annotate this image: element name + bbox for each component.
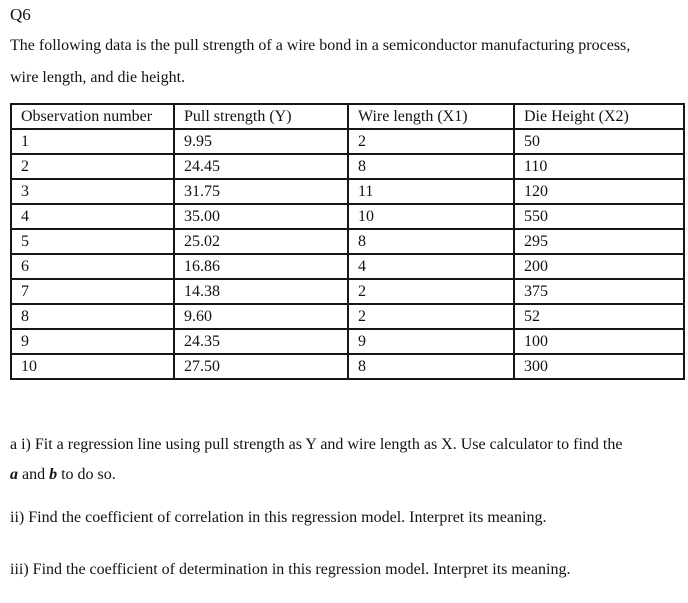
data-table (10, 103, 685, 380)
table-row (11, 154, 684, 179)
table-cell: 8 (11, 304, 174, 329)
table-cell: 2 (11, 154, 174, 179)
variable-a: a (10, 466, 18, 483)
table-cell: 110 (514, 154, 684, 179)
table-cell: 5 (11, 229, 174, 254)
table-header-row (11, 104, 684, 129)
table-cell: 2 (348, 129, 514, 154)
table-cell: 550 (514, 204, 684, 229)
table-cell: 9 (348, 329, 514, 354)
question-a (10, 430, 680, 490)
table-cell: 8 (348, 354, 514, 379)
intro-line-2: wire length, and die height. (10, 69, 186, 86)
table-cell: 27.50 (174, 354, 348, 379)
table-cell: 7 (11, 279, 174, 304)
table-cell: 52 (514, 304, 684, 329)
intro-line-1: The following data is the pull strength of a wire bond in a semiconductor manufacturing process, (10, 37, 631, 54)
table-cell: 9 (11, 329, 174, 354)
table-cell: 9.95 (174, 129, 348, 154)
table-cell: 120 (514, 179, 684, 204)
table-cell: 4 (348, 254, 514, 279)
table-row (11, 354, 684, 379)
variable-b: b (49, 466, 58, 483)
table-row (11, 329, 684, 354)
table-cell: 8 (348, 154, 514, 179)
col-header-wire-length: Wire length (X1) (348, 104, 514, 129)
table-cell: 200 (514, 254, 684, 279)
table-cell: 8 (348, 229, 514, 254)
table-row (11, 254, 684, 279)
table-cell: 24.35 (174, 329, 348, 354)
question-a-line-2 (10, 460, 680, 490)
intro-paragraph (10, 30, 680, 94)
table-cell: 10 (11, 354, 174, 379)
question-number: Q6 (10, 5, 31, 24)
table-row (11, 229, 684, 254)
table-row (11, 304, 684, 329)
col-header-observation-number: Observation number (11, 104, 174, 129)
table-cell: 25.02 (174, 229, 348, 254)
table-row (11, 204, 684, 229)
table-cell: 2 (348, 279, 514, 304)
table-cell: 2 (348, 304, 514, 329)
table-cell: 300 (514, 354, 684, 379)
table-cell: 24.45 (174, 154, 348, 179)
table-row (11, 279, 684, 304)
question-a-mid-text: and (18, 466, 50, 483)
table-cell: 31.75 (174, 179, 348, 204)
question-a-end-text: to do so. (57, 466, 116, 483)
table-cell: 1 (11, 129, 174, 154)
table-cell: 375 (514, 279, 684, 304)
table-cell: 295 (514, 229, 684, 254)
table-cell: 3 (11, 179, 174, 204)
table-row (11, 129, 684, 154)
col-header-die-height: Die Height (X2) (514, 104, 684, 129)
table-row (11, 179, 684, 204)
question-a-line-1: a i) Fit a regression line using pull strength as Y and wire length as X. Use calculator to find the (10, 436, 623, 453)
question-ii: ii) Find the coefficient of correlation in this regression model. Interpret its meaning. (10, 509, 547, 526)
table-cell: 10 (348, 204, 514, 229)
table-cell: 100 (514, 329, 684, 354)
table-cell: 6 (11, 254, 174, 279)
table-cell: 4 (11, 204, 174, 229)
col-header-pull-strength: Pull strength (Y) (174, 104, 348, 129)
table-cell: 9.60 (174, 304, 348, 329)
table-cell: 50 (514, 129, 684, 154)
table-cell: 14.38 (174, 279, 348, 304)
question-iii: iii) Find the coefficient of determination in this regression model. Interpret its meaning. (10, 561, 571, 578)
table-cell: 11 (348, 179, 514, 204)
table-cell: 35.00 (174, 204, 348, 229)
table-cell: 16.86 (174, 254, 348, 279)
